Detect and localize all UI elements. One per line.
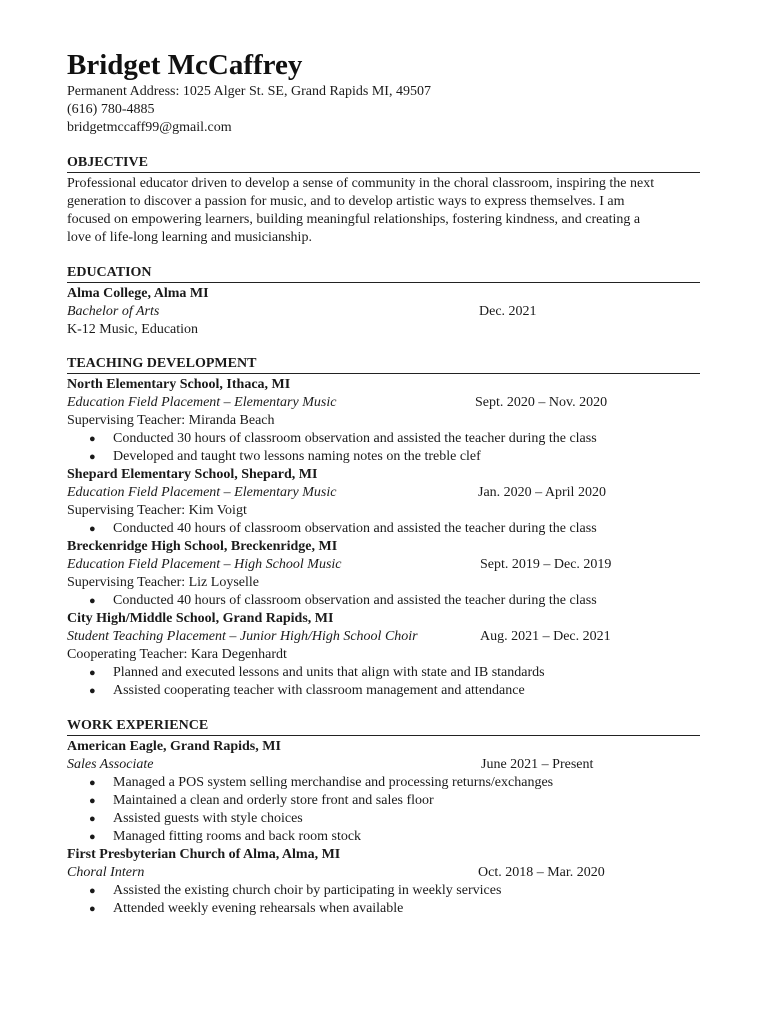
placement-role: Education Field Placement – Elementary Music	[67, 395, 337, 410]
bullet-text: Managed fitting rooms and back room stock	[113, 829, 362, 844]
objective-line: love of life-long learning and musicianship.	[67, 230, 312, 245]
bullet-text: Assisted the existing church choir by participating in weekly services	[113, 883, 502, 898]
bullet-icon: ●	[89, 667, 96, 679]
bullet-list	[67, 520, 700, 538]
bullet-icon: ●	[89, 903, 96, 915]
supervisor: Supervising Teacher: Kim Voigt	[67, 503, 247, 518]
bullet-icon: ●	[89, 451, 96, 463]
candidate-name: Bridget McCaffrey	[67, 49, 303, 81]
supervisor: Supervising Teacher: Miranda Beach	[67, 413, 275, 428]
education-section	[67, 264, 700, 339]
bullet-text: Attended weekly evening rehearsals when available	[113, 901, 404, 916]
bullet-list	[67, 882, 700, 918]
bullet-text: Conducted 40 hours of classroom observation and assisted the teacher during the class	[113, 593, 597, 608]
objective-line: focused on empowering learners, building meaningful relationships, fostering kindness, and creating a	[67, 212, 641, 227]
bullet-text: Conducted 40 hours of classroom observation and assisted the teacher during the class	[113, 521, 597, 536]
placement-dates: Sept. 2020 – Nov. 2020	[475, 395, 608, 410]
placement-role-row	[67, 394, 700, 412]
degree-title: Bachelor of Arts	[67, 304, 160, 319]
bullet-icon: ●	[89, 885, 96, 897]
degree-date: Dec. 2021	[479, 304, 537, 319]
placement-dates: Jan. 2020 – April 2020	[478, 485, 606, 500]
job-dates: June 2021 – Present	[481, 757, 594, 772]
supervisor: Supervising Teacher: Liz Loyselle	[67, 575, 259, 590]
teaching-entry	[67, 466, 700, 538]
bullet-icon: ●	[89, 813, 96, 825]
placement-role: Education Field Placement – Elementary Music	[67, 485, 337, 500]
work-heading: WORK EXPERIENCE	[67, 717, 700, 736]
teaching-section	[67, 355, 700, 700]
school-name: Alma College, Alma MI	[67, 286, 209, 301]
bullet-icon: ●	[89, 523, 96, 535]
list-item	[67, 828, 700, 846]
degree-row	[67, 303, 700, 321]
job-title: Choral Intern	[67, 865, 145, 880]
list-item	[67, 430, 700, 448]
resume-page	[67, 47, 700, 918]
bullet-icon: ●	[89, 795, 96, 807]
work-section	[67, 717, 700, 918]
list-item	[67, 448, 700, 466]
placement-role-row	[67, 628, 700, 646]
bullet-text: Assisted guests with style choices	[113, 811, 303, 826]
placement-school: City High/Middle School, Grand Rapids, MI	[67, 611, 334, 626]
job-role-row	[67, 864, 700, 882]
phone-number: (616) 780-4885	[67, 102, 155, 117]
education-heading: EDUCATION	[67, 264, 700, 283]
placement-role: Student Teaching Placement – Junior High/High School Choir	[67, 629, 418, 644]
list-item	[67, 900, 700, 918]
bullet-icon: ●	[89, 595, 96, 607]
teaching-entry	[67, 610, 700, 700]
placement-school: Breckenridge High School, Breckenridge, MI	[67, 539, 338, 554]
placement-role-row	[67, 556, 700, 574]
employer: First Presbyterian Church of Alma, Alma, MI	[67, 847, 341, 862]
placement-role: Education Field Placement – High School Music	[67, 557, 342, 572]
list-item	[67, 810, 700, 828]
list-item	[67, 774, 700, 792]
placement-dates: Aug. 2021 – Dec. 2021	[480, 629, 611, 644]
bullet-list	[67, 592, 700, 610]
bullet-icon: ●	[89, 433, 96, 445]
supervisor: Cooperating Teacher: Kara Degenhardt	[67, 647, 287, 662]
job-dates: Oct. 2018 – Mar. 2020	[478, 865, 605, 880]
bullet-text: Developed and taught two lessons naming notes on the treble clef	[113, 449, 481, 464]
job-role-row	[67, 756, 700, 774]
objective-section	[67, 154, 700, 247]
bullet-icon: ●	[89, 831, 96, 843]
bullet-icon: ●	[89, 777, 96, 789]
bullet-text: Managed a POS system selling merchandise and processing returns/exchanges	[113, 775, 554, 790]
bullet-text: Planned and executed lessons and units that align with state and IB standards	[113, 665, 545, 680]
bullet-text: Assisted cooperating teacher with classroom management and attendance	[113, 683, 525, 698]
resume-header	[67, 47, 700, 137]
objective-line: Professional educator driven to develop a sense of community in the choral classroom, inspiring the next	[67, 176, 655, 191]
placement-school: North Elementary School, Ithaca, MI	[67, 377, 291, 392]
list-item	[67, 520, 700, 538]
list-item	[67, 664, 700, 682]
teaching-entry	[67, 538, 700, 610]
placement-role-row	[67, 484, 700, 502]
list-item	[67, 792, 700, 810]
work-entry	[67, 846, 700, 918]
bullet-text: Conducted 30 hours of classroom observation and assisted the teacher during the class	[113, 431, 597, 446]
bullet-icon: ●	[89, 685, 96, 697]
work-entry	[67, 738, 700, 846]
bullet-text: Maintained a clean and orderly store front and sales floor	[113, 793, 434, 808]
bullet-list	[67, 430, 700, 466]
job-title: Sales Associate	[67, 757, 154, 772]
teaching-entry	[67, 376, 700, 466]
teaching-heading: TEACHING DEVELOPMENT	[67, 355, 700, 374]
list-item	[67, 882, 700, 900]
placement-school: Shepard Elementary School, Shepard, MI	[67, 467, 318, 482]
major: K-12 Music, Education	[67, 322, 199, 337]
placement-dates: Sept. 2019 – Dec. 2019	[480, 557, 612, 572]
employer: American Eagle, Grand Rapids, MI	[67, 739, 281, 754]
permanent-address: Permanent Address: 1025 Alger St. SE, Grand Rapids MI, 49507	[67, 84, 431, 99]
bullet-list	[67, 664, 700, 700]
list-item	[67, 592, 700, 610]
list-item	[67, 682, 700, 700]
bullet-list	[67, 774, 700, 846]
objective-heading: OBJECTIVE	[67, 154, 700, 173]
email-address: bridgetmccaff99@gmail.com	[67, 120, 232, 135]
objective-line: generation to discover a passion for music, and to develop artistic ways to express themselves. I am	[67, 194, 625, 209]
